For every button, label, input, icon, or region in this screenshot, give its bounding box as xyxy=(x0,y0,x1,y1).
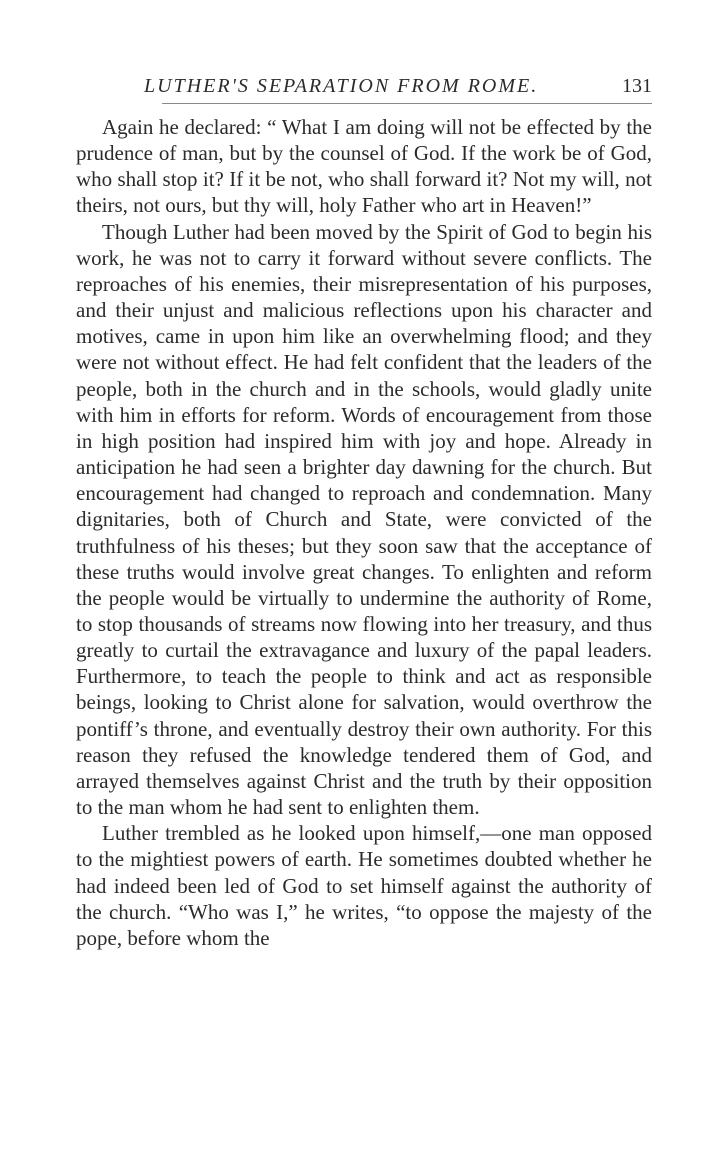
paragraph: Luther trembled as he looked upon himself,—one man opposed to the mightiest powers of earth. He sometimes doubted whether he had indeed been led of God to set himself against the authority of the church. “Who was I,” he writes, “to oppose the majesty of the pope, before whom the xyxy=(76,821,652,950)
page-number: 131 xyxy=(622,75,652,97)
running-title: LUTHER'S SEPARATION FROM ROME. xyxy=(144,75,539,97)
header-rule xyxy=(162,103,652,104)
body-text xyxy=(76,114,652,951)
book-page xyxy=(76,0,652,1150)
paragraph: Again he declared: “ What I am doing will not be effected by the prudence of man, but by the counsel of God. If the work be of God, who shall stop it? If it be not, who shall forward it? Not my will, not theirs, not ours, but thy will, holy Father who art in Heaven!” xyxy=(76,115,652,218)
paragraph: Though Luther had been moved by the Spirit of God to begin his work, he was not to carry it forward without severe conflicts. The reproaches of his enemies, their misrepresentation of his purposes, and their unjust and malicious reflections upon his character and motives, came in upon him like an overwhelming flood; and they were not without effect. He had felt confident that the leaders of the people, both in the church and in the schools, would gladly unite with him in efforts for reform. Words of encouragement from those in high position had inspired him with joy and hope. Already in anticipation he had seen a brighter day dawning for the church. But encouragement had changed to reproach and condemnation. Many dignitaries, both of Church and State, were convicted of the truthfulness of his theses; but they soon saw that the acceptance of these truths would involve great changes. To enlighten and reform the people would be virtually to undermine the authority of Rome, to stop thousands of streams now flowing into her treasury, and thus greatly to curtail the extravagance and luxury of the papal leaders. Furthermore, to teach the people to think and act as responsible beings, looking to Christ alone for salvation, would overthrow the pontiff’s throne, and eventually destroy their own authority. For this reason they refused the knowledge tendered them of God, and arrayed themselves against Christ and the truth by their opposition to the man whom he had sent to enlighten them. xyxy=(76,219,652,820)
running-head xyxy=(76,72,652,100)
